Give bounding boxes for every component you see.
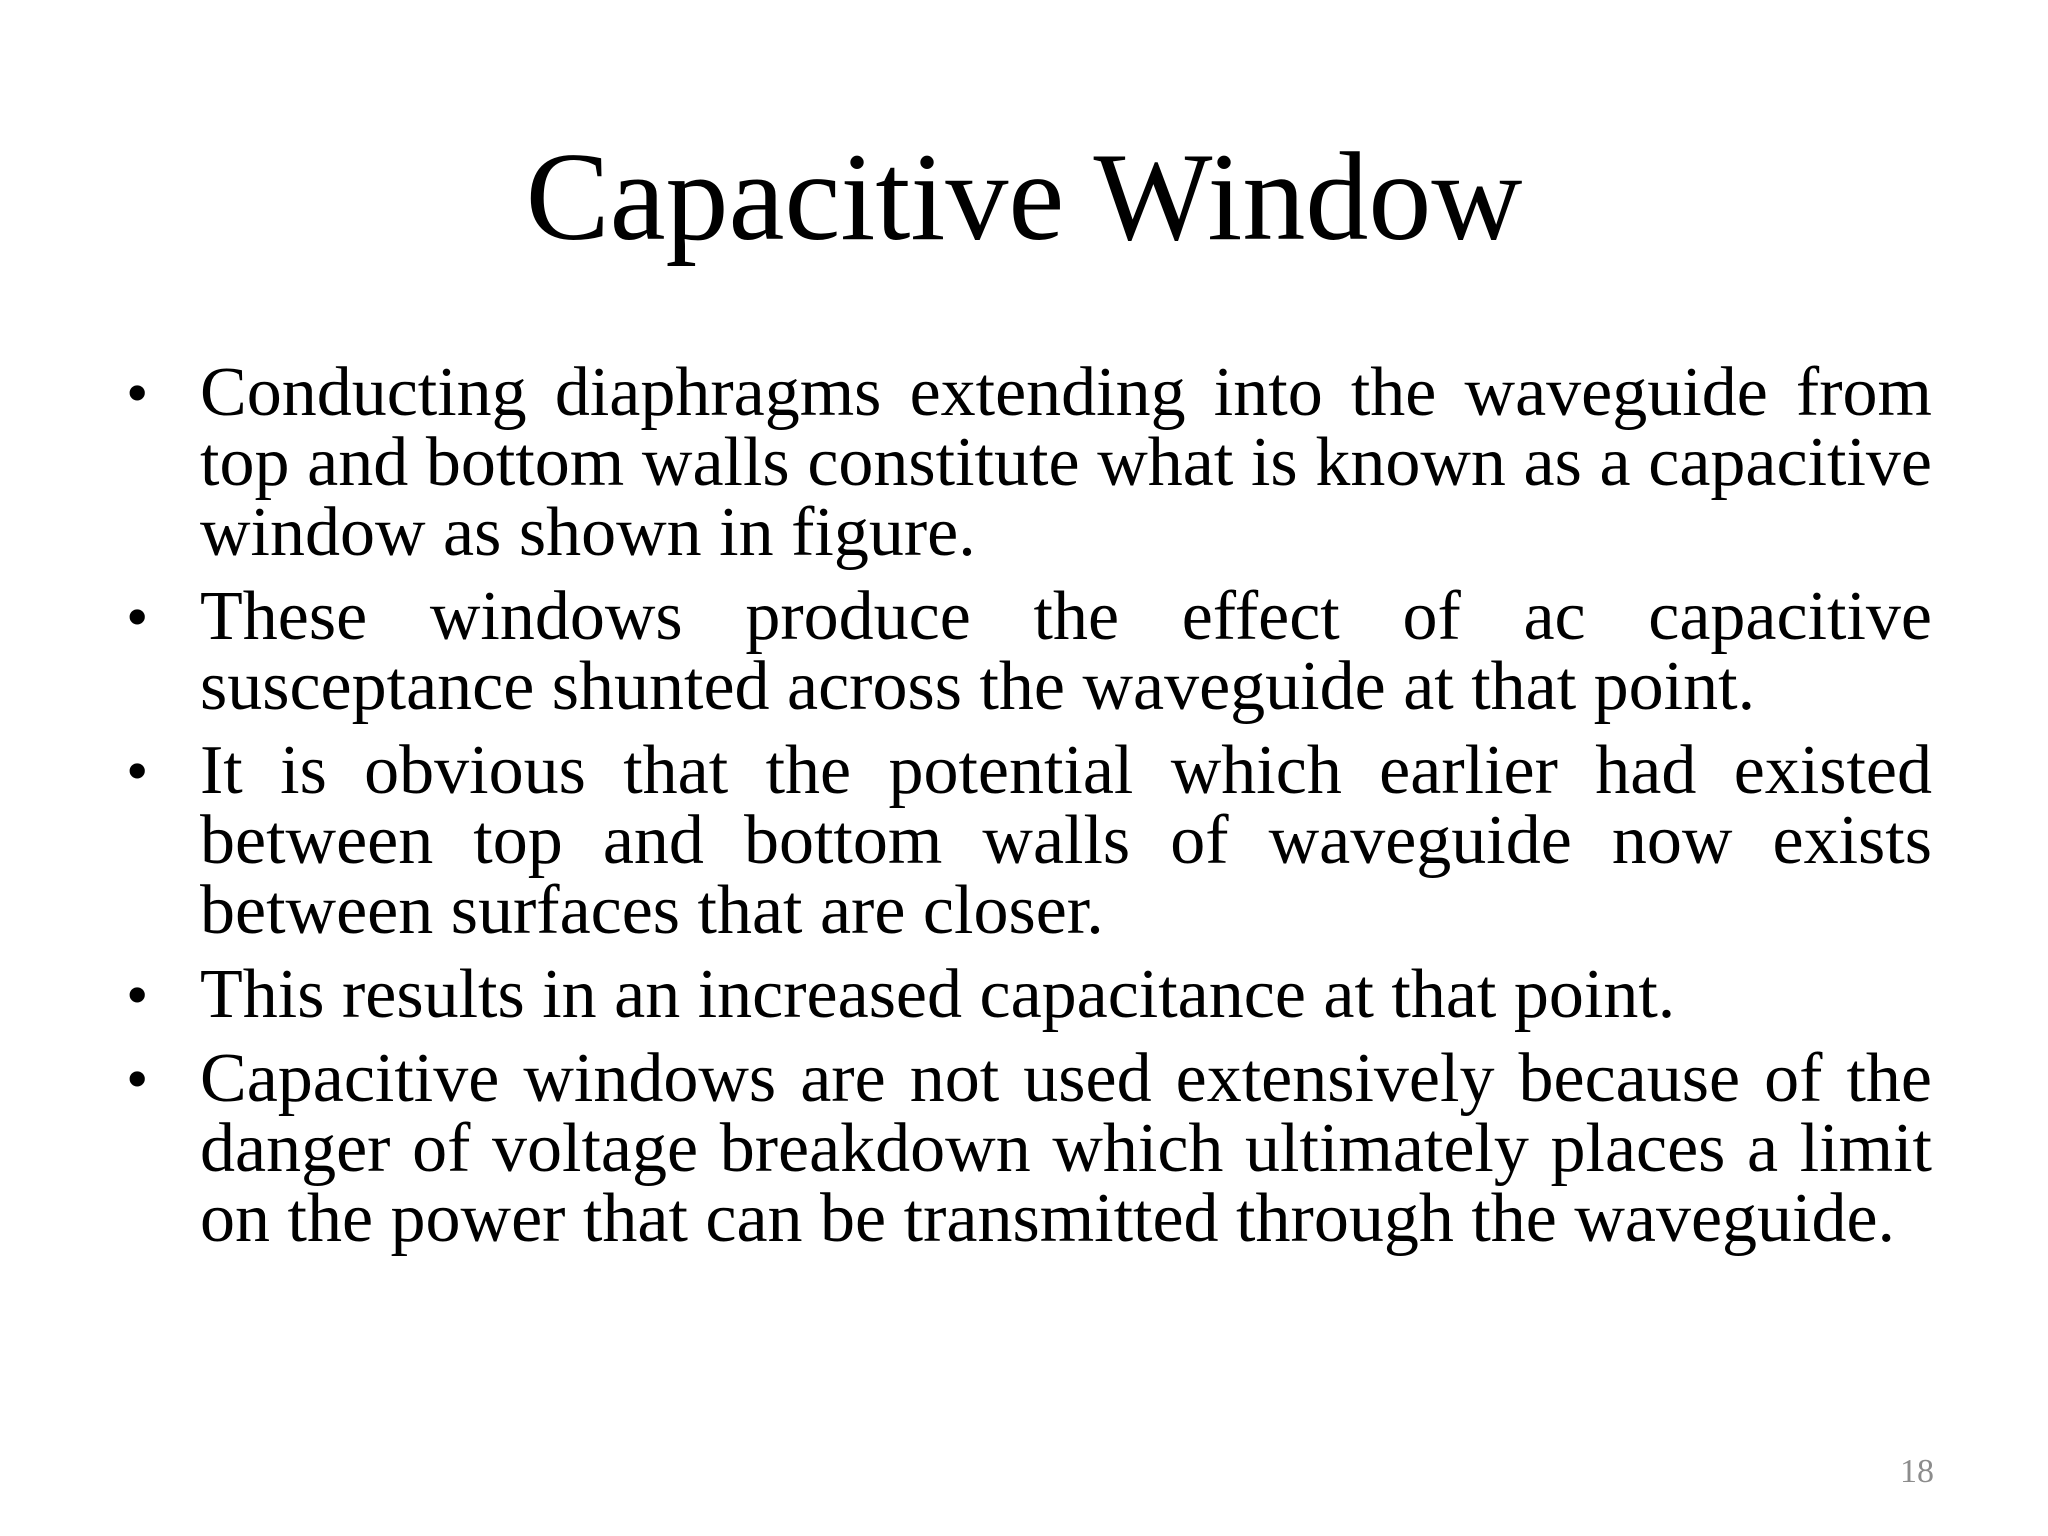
bullet-text: It is obvious that the potential which earlier had existed between top and bottom walls of waveguide now exists between surfaces that are closer.: [200, 732, 1932, 949]
bullet-item: [120, 578, 1932, 725]
bullet-text: These windows produce the effect of ac capacitive susceptance shunted across the waveguide at that point.: [200, 578, 1932, 725]
slide-number: 18: [1900, 1453, 1934, 1490]
bullet-item: [120, 956, 1932, 1033]
bullet-item: [120, 732, 1932, 949]
bullet-text: This results in an increased capacitance at that point.: [200, 956, 1676, 1033]
bullet-item: [120, 354, 1932, 571]
bullet-item: [120, 1040, 1932, 1257]
bullet-list: [120, 354, 1932, 1257]
bullet-icon: •: [126, 1043, 149, 1114]
bullet-text: Capacitive windows are not used extensively because of the danger of voltage breakdown which ultimately places a limit on the power that can be transmitted through the waveguide.: [200, 1040, 1932, 1257]
bullet-icon: •: [126, 581, 149, 652]
slide-title: Capacitive Window: [525, 128, 1523, 267]
bullet-icon: •: [126, 357, 149, 428]
bullet-text: Conducting diaphragms extending into the waveguide from top and bottom walls constitute what is known as a capacitive window as shown in figure.: [200, 354, 1932, 571]
bullet-icon: •: [126, 959, 149, 1030]
bullet-icon: •: [126, 735, 149, 806]
